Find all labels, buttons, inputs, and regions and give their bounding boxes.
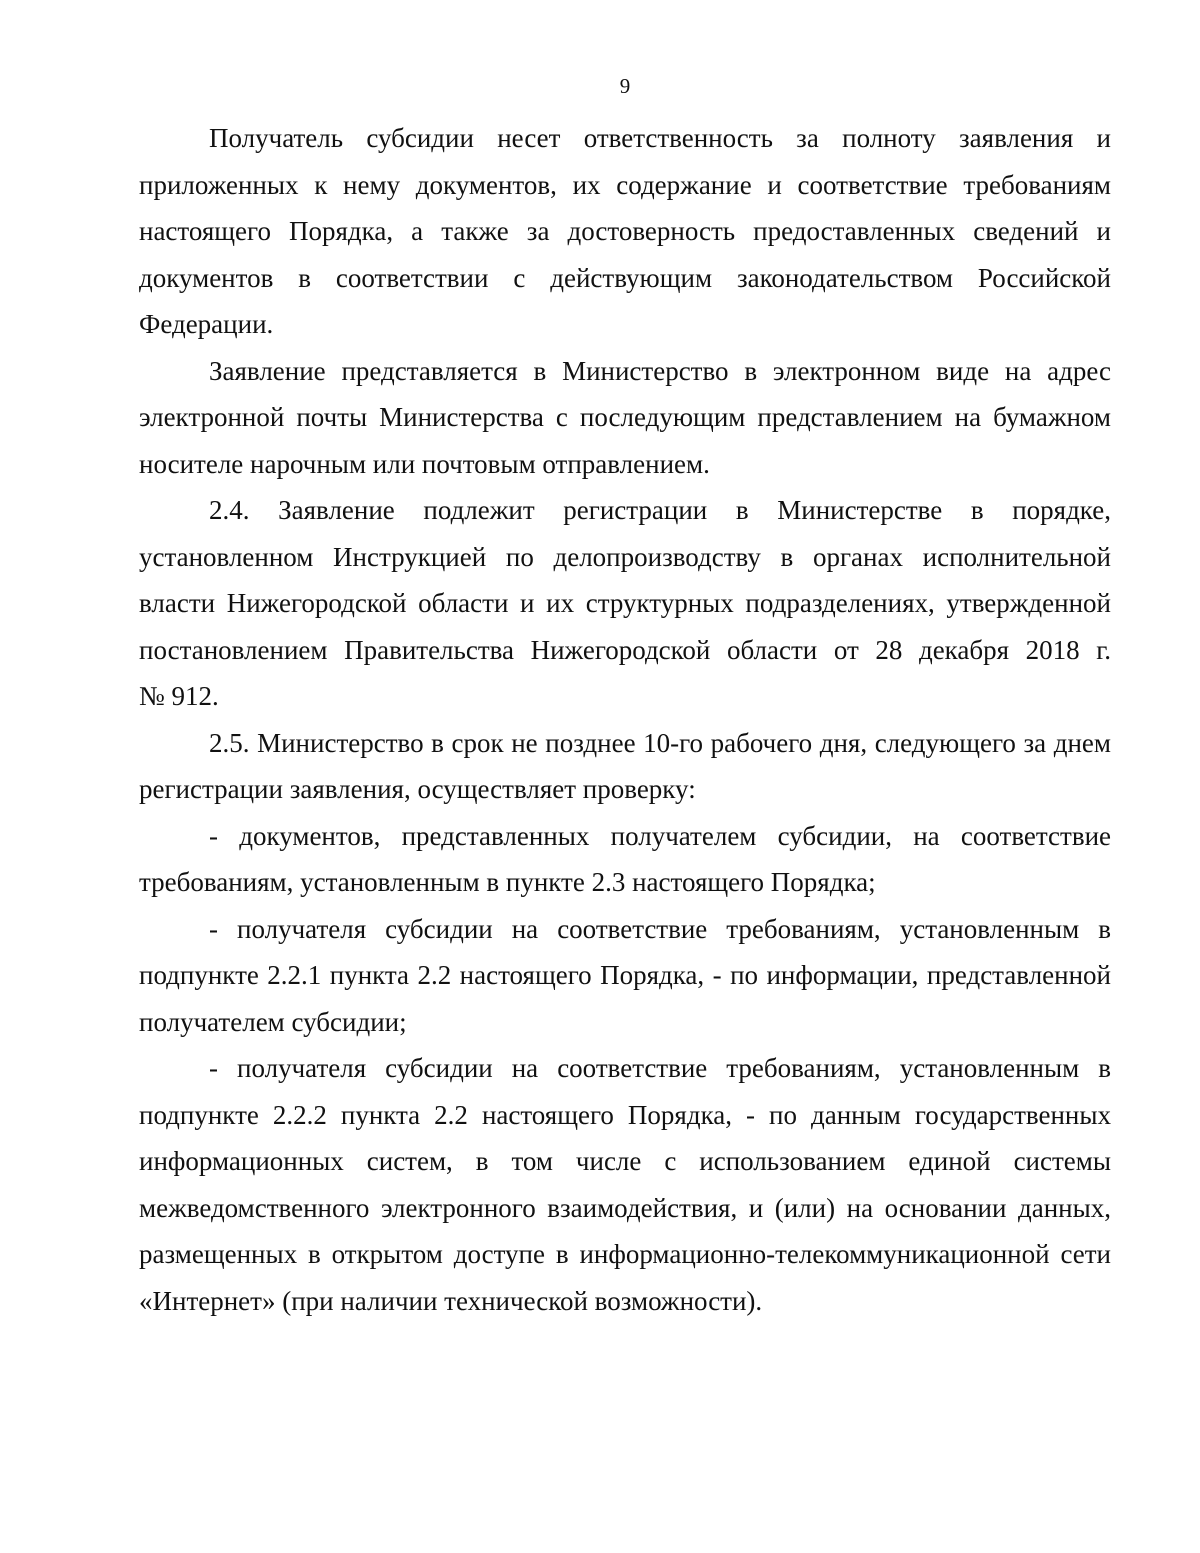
document-body (139, 115, 1111, 1324)
text-line: власти Нижегородской области и их структурных подразделениях, утвержденной (139, 588, 1111, 618)
paragraph-2-5-verification (139, 720, 1111, 813)
text-line: 2.5. Министерство в срок не позднее 10-го рабочего дня, следующего за днем (209, 727, 1111, 758)
paragraph-2-4-registration (139, 487, 1111, 720)
text-line: получателем субсидии; (139, 1006, 407, 1037)
text-line: Заявление представляется в Министерство в электронном виде на адрес (209, 355, 1111, 386)
text-line: настоящего Порядка, а также за достоверность предоставленных сведений и (139, 216, 1111, 246)
text-line: электронной почты Министерства с последующим представлением на бумажном (139, 402, 1111, 432)
text-line: 2.4. Заявление подлежит регистрации в Министерстве в порядке, (209, 495, 1111, 525)
text-line: № 912. (139, 681, 219, 711)
list-item-recipient-check-2-2-1 (139, 906, 1111, 1046)
list-item-recipient-check-2-2-2 (139, 1045, 1111, 1324)
text-line: постановлением Правительства Нижегородской области от 28 декабря 2018 г. (139, 634, 1111, 665)
text-line: межведомственного электронного взаимодействия, и (или) на основании данных, (139, 1192, 1111, 1223)
text-line: документов в соответствии с действующим законодательством Российской (139, 262, 1111, 293)
text-line: Федерации. (139, 309, 274, 339)
text-line: установленном Инструкцией по делопроизводству в органах исполнительной (139, 541, 1111, 572)
text-line: - получателя субсидии на соответствие требованиям, установленным в (209, 913, 1111, 944)
text-line: регистрации заявления, осуществляет проверку: (139, 774, 696, 804)
paragraph-submission-method (139, 348, 1111, 488)
text-line: подпункте 2.2.2 пункта 2.2 настоящего Порядка, - по данным государственных (139, 1099, 1111, 1130)
text-line: требованиям, установленным в пункте 2.3 настоящего Порядка; (139, 867, 876, 897)
text-line: - получателя субсидии на соответствие требованиям, установленным в (209, 1053, 1111, 1083)
text-line: «Интернет» (при наличии технической возможности). (139, 1285, 763, 1316)
paragraph-recipient-responsibility (139, 115, 1111, 348)
text-line: носителе нарочным или почтовым отправлением. (139, 448, 710, 479)
text-line: размещенных в открытом доступе в информационно-телекоммуникационной сети (139, 1239, 1111, 1269)
list-item-documents-check (139, 813, 1111, 906)
text-line: Получатель субсидии несет ответственность за полноту заявления и (209, 123, 1111, 153)
text-line: подпункте 2.2.1 пункта 2.2 настоящего Порядка, - по информации, представленной (139, 960, 1111, 990)
page-number: 9 (619, 74, 631, 98)
text-line: информационных систем, в том числе с использованием единой системы (139, 1146, 1111, 1176)
text-line: приложенных к нему документов, их содержание и соответствие требованиям (139, 169, 1111, 200)
text-line: - документов, представленных получателем субсидии, на соответствие (209, 820, 1111, 851)
